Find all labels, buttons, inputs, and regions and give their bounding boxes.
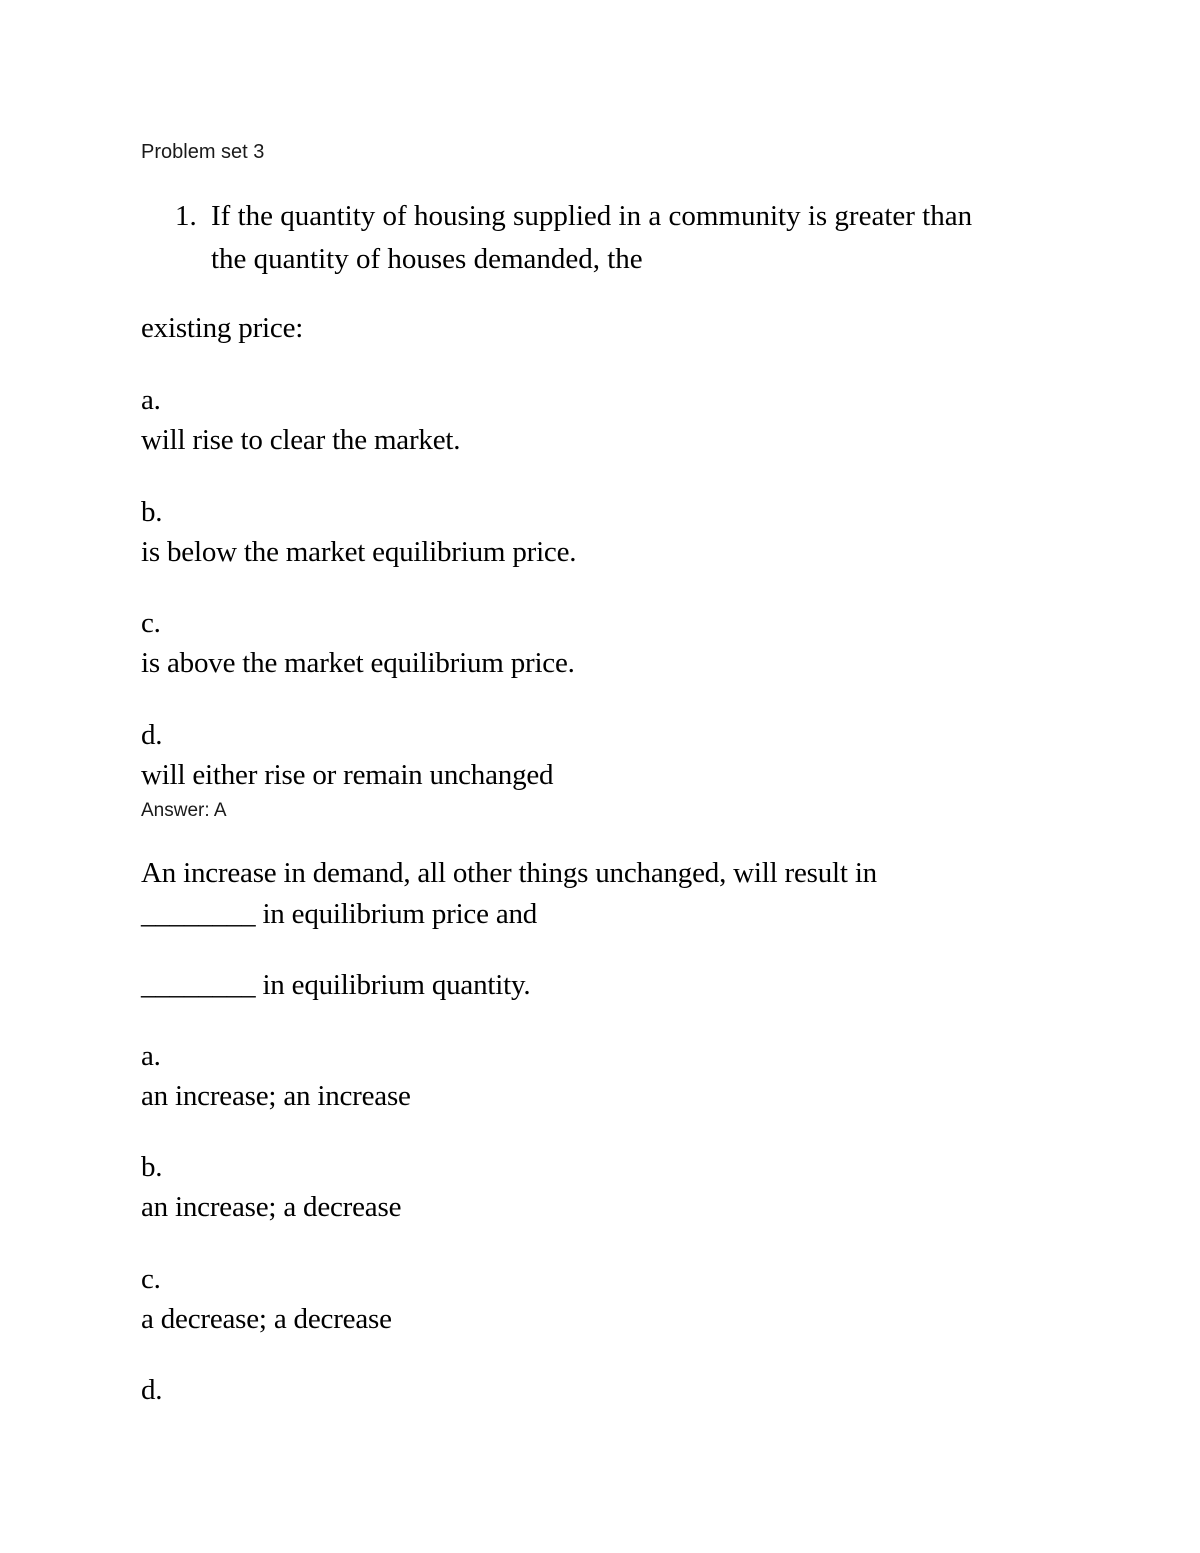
option-letter: d. xyxy=(141,719,163,751)
option-text: will either rise or remain unchanged xyxy=(141,759,554,791)
question-stem-line: existing price: xyxy=(141,312,304,344)
question-stem-line: ________ in equilibrium price and xyxy=(141,898,538,930)
question-stem-line: An increase in demand, all other things unchanged, will result in xyxy=(141,857,877,889)
option-letter: a. xyxy=(141,1040,161,1072)
option-text: a decrease; a decrease xyxy=(141,1303,392,1335)
option-letter: c. xyxy=(141,1263,161,1295)
option-text: is above the market equilibrium price. xyxy=(141,647,575,679)
option-letter: a. xyxy=(141,384,161,416)
question-stem-line: ________ in equilibrium quantity. xyxy=(141,969,531,1001)
question-number: 1. xyxy=(175,200,197,232)
question-stem-line: If the quantity of housing supplied in a community is greater than xyxy=(211,200,973,232)
answer-label: Answer: A xyxy=(141,800,227,821)
option-letter: b. xyxy=(141,496,163,528)
question-stem-line: the quantity of houses demanded, the xyxy=(211,243,643,275)
option-letter: b. xyxy=(141,1151,163,1183)
option-text: an increase; a decrease xyxy=(141,1191,402,1223)
option-letter: c. xyxy=(141,607,161,639)
option-text: an increase; an increase xyxy=(141,1080,411,1112)
option-text: is below the market equilibrium price. xyxy=(141,536,577,568)
option-letter: d. xyxy=(141,1374,163,1406)
page-title: Problem set 3 xyxy=(141,141,265,163)
option-text: will rise to clear the market. xyxy=(141,424,461,456)
